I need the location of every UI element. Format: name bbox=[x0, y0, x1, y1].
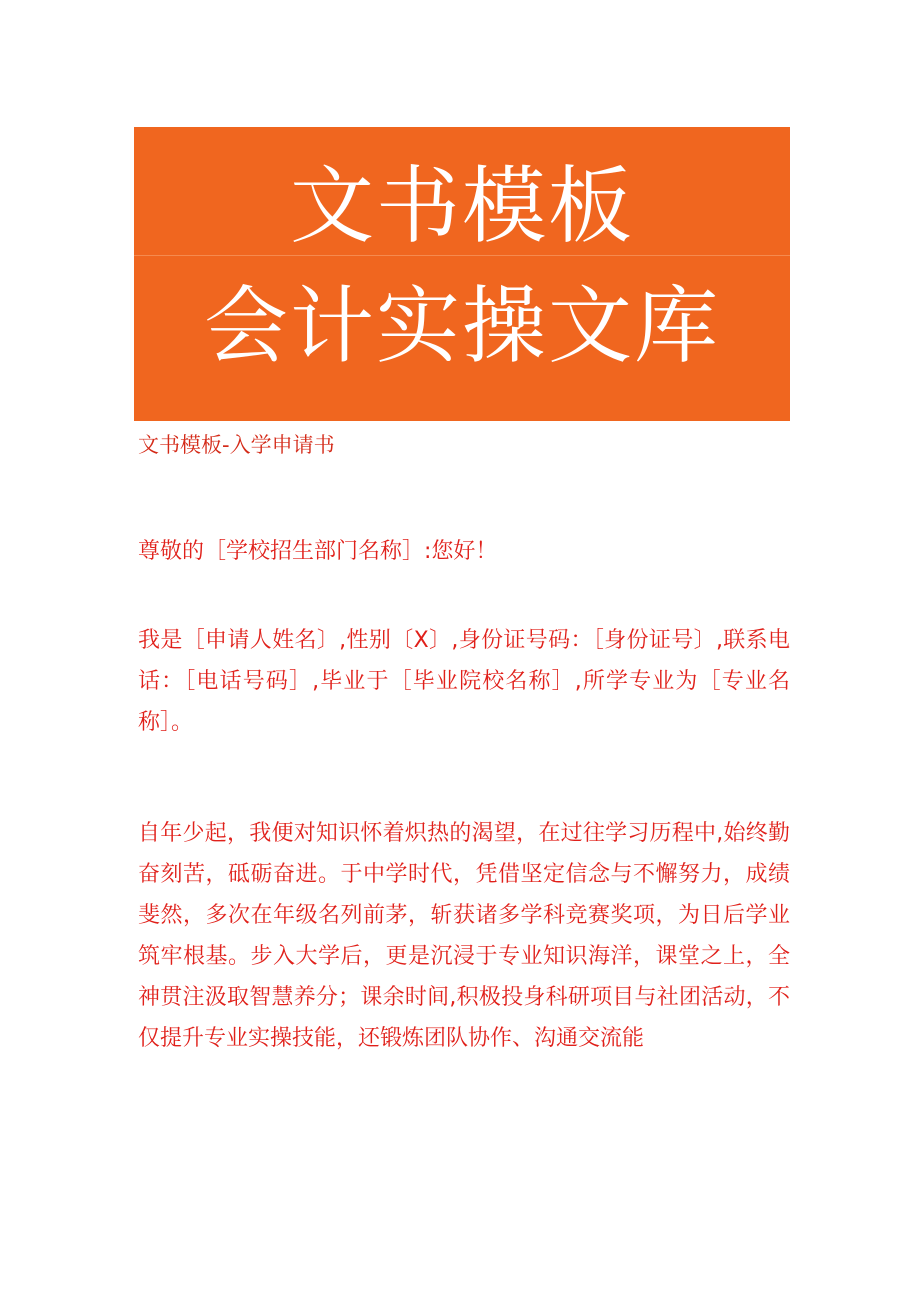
header-banner bbox=[134, 127, 790, 421]
document-title: 文书模板-入学申请书 bbox=[138, 433, 335, 457]
banner-title-line-1: 文书模板 bbox=[289, 157, 634, 255]
greeting-paragraph: 尊敬的［学校招生部门名称］:您好！ bbox=[138, 539, 498, 564]
body-paragraph: 自年少起，我便对知识怀着炽热的渴望，在过往学习历程中,始终勤奋刻苦，砥砺奋进。于中学时代，凭借坚定信念与不懈努力，成绩斐然，多次在年级名列前茅，斩获诸多学科竞赛奖项，为日后学业筑牢根基。步入大学后，更是沉浸于专业知识海洋，课堂之上，全神贯注汲取智慧养分；课余时间,积极投身科研项目与社团活动，不仅提升专业实操技能，还锻炼团队协作、沟通交流能 bbox=[138, 821, 790, 1051]
banner-title-line-2: 会计实操文库 bbox=[203, 277, 720, 375]
intro-paragraph: 我是［申请人姓名〕,性别〔X〕,身份证号码：［身份证号〕,联系电话：［电话号码］,毕业于［毕业院校名称］,所学专业为［专业名称］。 bbox=[138, 628, 790, 735]
banner-divider bbox=[134, 255, 790, 256]
